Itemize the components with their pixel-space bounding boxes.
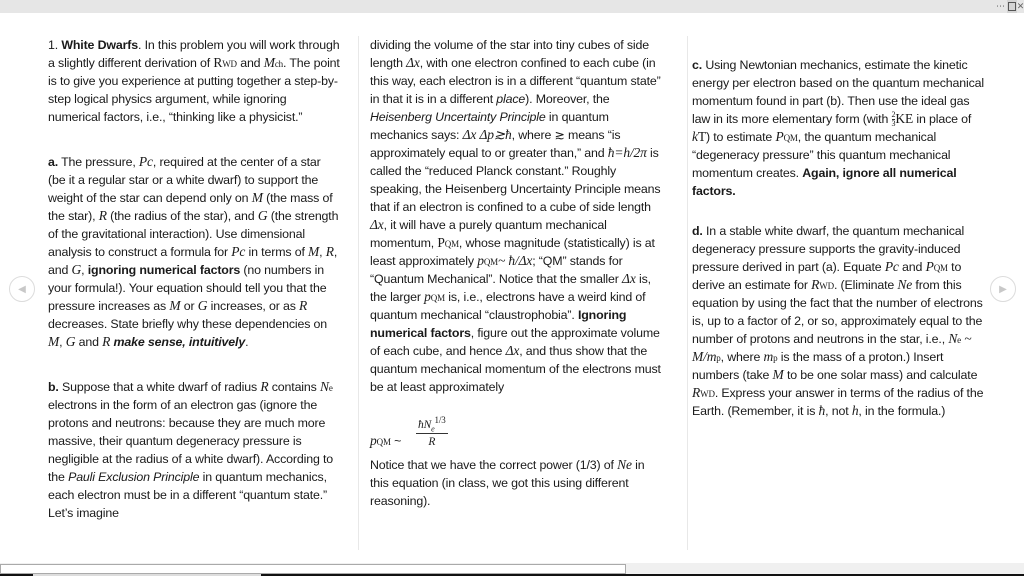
part-c-paragraph: c. Using Newtonian mechanics, estimate the kinetic energy per electron based on the quantum mechanical momentum found in part (b). Then use the ideal gas law in its more elementary form (with $\frac{2}{3}$ KE in place of kT) to estimate PQM, the quantum mechanical “degeneracy pressure” this quantum mechanical momentum creates. Again, ignore all numerical factors. <box>692 58 984 199</box>
column-1 <box>48 36 340 522</box>
notice-paragraph: Notice that we have the correct power (1/3) of Ne in this equation (in class, we got this using different reasoning). <box>370 457 645 508</box>
more-options-button[interactable] <box>993 0 1007 13</box>
two-thirds-fraction: $\frac{2}{3}$ <box>891 110 896 129</box>
part-d-paragraph: d. In a stable white dwarf, the quantum mechanical degeneracy pressure supports the gravity-induced pressure derived in part (a). Equate Pc and PQM to derive an estimate for RWD. (Eliminate Ne from this equation by using the fact that the number of electrons is, up to a factor of 2, or so, approximately equal to the number of protons and neutrons in the star, i.e., Ne ~ M/mp, where mp is the mass of a proton.) Insert numbers (take M to be one solar mass) and calculate RWD. Express your answer in terms of the radius of the Earth. (Remember, it is ħ, not h, in the formula.) <box>692 224 984 419</box>
chevron-left-icon: ◀ <box>18 283 26 295</box>
column-divider <box>687 36 688 550</box>
horizontal-scrollbar[interactable] <box>0 564 626 574</box>
intro-paragraph: 1. White Dwarfs. In this problem you will work through a slightly different derivation of RWD and Mch. The point is to give you experience at putting together a step-by-step logical physics argument, while ignoring numerical factors, i.e., “thinking like a physicist.” <box>48 38 340 124</box>
part-b-continued-paragraph: dividing the volume of the star into tiny cubes of side length Δx, with one electron confined to each cube (in this way, each electron is in a different “quantum state” in that it is in a different place). Moreover, the Heisenberg Uncertainty Principle in quantum mechanics says: Δx Δp≳ħ, where ≳ means “is approximately equal to or greater than,” and ħ=h/2π is called the “reduced Planck constant.” Roughly speaking, the Heisenberg Uncertainty Principle means that if an electron is confined to a cube of side length Δx, it will have a purely quantum mechanical momentum, PQM, whose magnitude (statistically) is at least approximately pQM~ ħ/Δx; “QM” stands for “Quantum Mechanical”. Notice that the smaller Δx is, the larger pQM is, i.e., electrons have a weird kind of quantum mechanical “claustrophobia”. Ignoring numerical factors, figure out the approximate volume of each cube, and hence Δx, and thus show that the quantum mechanical momentum of the electrons must be at least approximately <box>370 38 661 394</box>
chevron-right-icon: ▶ <box>999 283 1007 295</box>
column-2 <box>370 36 664 510</box>
fit-page-button[interactable] <box>1007 0 1017 13</box>
close-button[interactable] <box>1017 0 1024 13</box>
column-divider <box>358 36 359 550</box>
part-b-paragraph: b. Suppose that a white dwarf of radius R contains Ne electrons in the form of an electron gas (ignore the protons and neutrons: because they are much more massive, their quantum degeneracy pressure is negligible at the radius of a white dwarf). According to the Pauli Exclusion Principle in quantum mechanics, each electron must be in a different “quantum state.” Let’s imagine <box>48 379 334 520</box>
part-a-paragraph: a. The pressure, Pc, required at the center of a star (be it a regular star or a white dwarf) to support the weight of the star can depend only on M (the mass of the star), R (the radius of the star), and G (the strength of the gravitational interaction). Use dimensional analysis to construct a formula for Pc in terms of M, R, and G, ignoring numerical factors (no numbers in your formula!). Your equation should tell you that the pressure increases as M or G increases, or as R decreases. State briefly why these dependencies on M, G and R make sense, intuitively. <box>48 154 339 349</box>
column-3 <box>692 56 984 420</box>
fit-page-icon <box>1008 2 1016 11</box>
momentum-formula: pQM ~ $ħN_e^{1/3}$ R <box>370 415 446 448</box>
next-page-button[interactable] <box>990 276 1016 302</box>
previous-page-button[interactable] <box>9 276 35 302</box>
window-titlebar <box>0 0 1024 13</box>
more-icon: ⋯ <box>996 1 1004 11</box>
problem-title: White Dwarfs <box>61 38 139 52</box>
close-icon: ✕ <box>1016 1 1024 11</box>
